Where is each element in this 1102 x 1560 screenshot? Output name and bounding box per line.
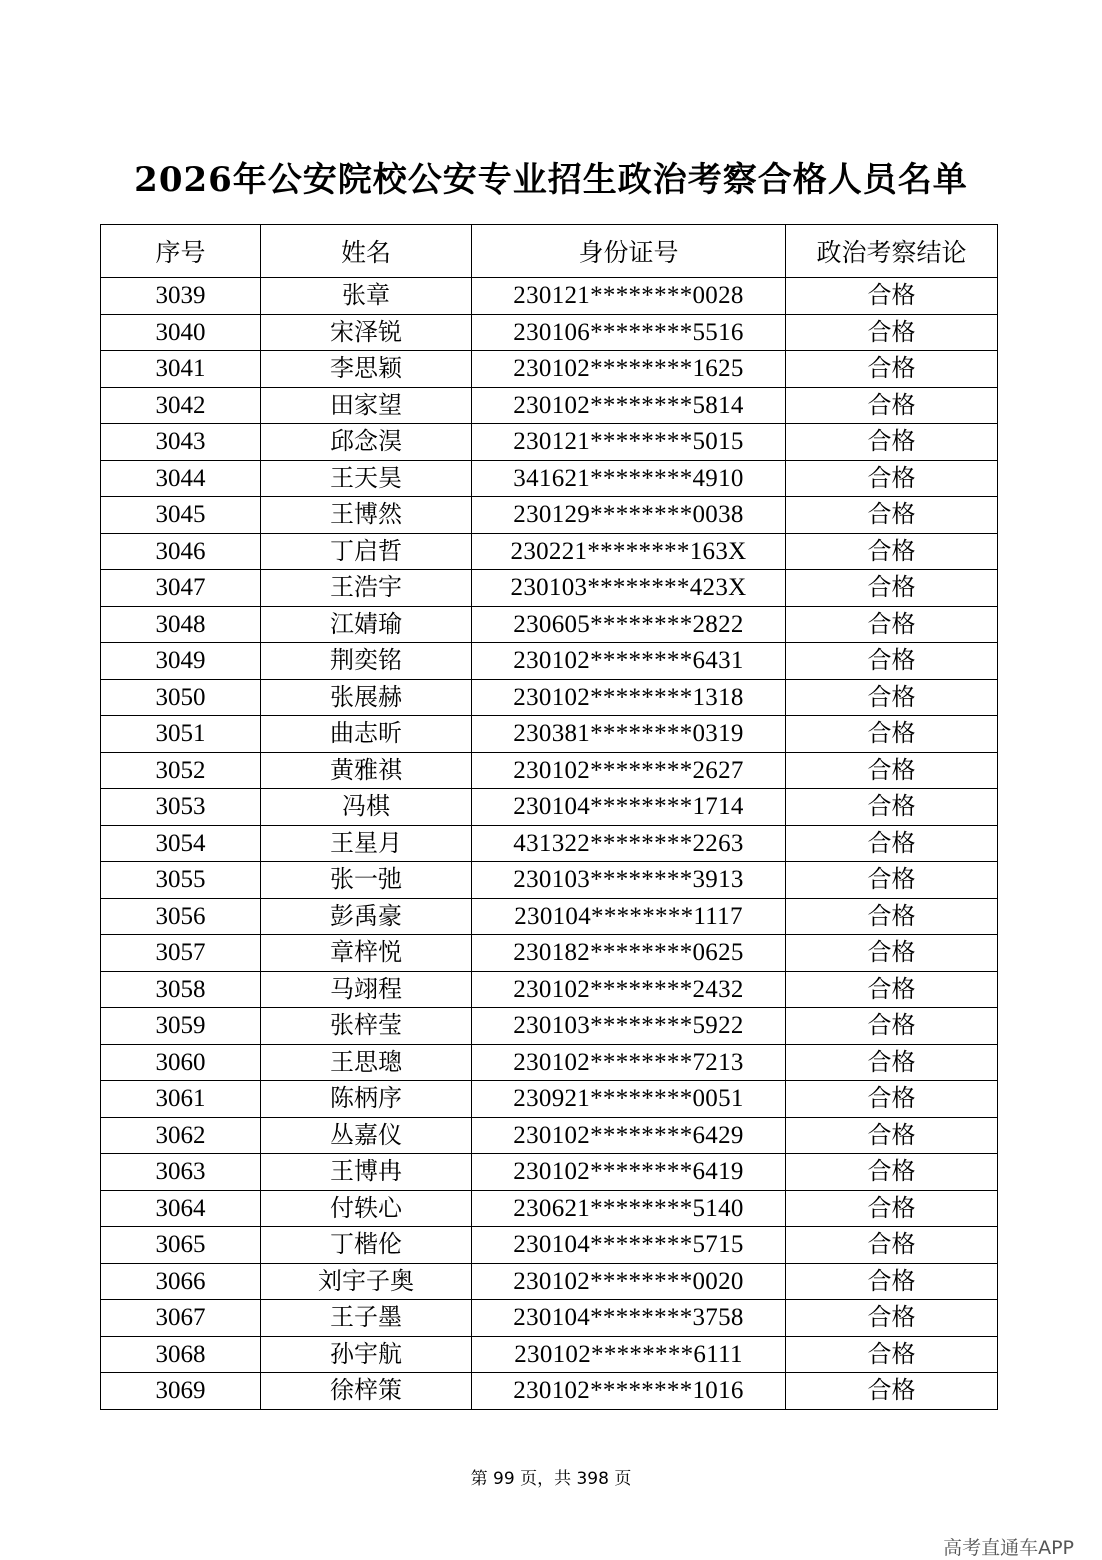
- name-cell: 张章: [261, 278, 472, 315]
- table-row: [101, 1227, 998, 1264]
- table-row: [101, 825, 998, 862]
- name-cell: 章梓悦: [261, 935, 472, 972]
- conclusion-cell: 合格: [786, 752, 998, 789]
- id-number-cell: 230221********163X: [472, 533, 786, 570]
- id-number-cell: 230182********0625: [472, 935, 786, 972]
- id-number-cell: 230102********7213: [472, 1044, 786, 1081]
- table-row: [101, 1190, 998, 1227]
- serial-cell: 3052: [101, 752, 261, 789]
- header-conclusion: 政治考察结论: [786, 225, 998, 278]
- table-row: [101, 314, 998, 351]
- conclusion-cell: 合格: [786, 424, 998, 461]
- id-number-cell: 230103********5922: [472, 1008, 786, 1045]
- name-cell: 李思颖: [261, 351, 472, 388]
- conclusion-cell: 合格: [786, 460, 998, 497]
- serial-cell: 3048: [101, 606, 261, 643]
- serial-cell: 3061: [101, 1081, 261, 1118]
- name-cell: 曲志昕: [261, 716, 472, 753]
- table-row: [101, 1008, 998, 1045]
- conclusion-cell: 合格: [786, 1081, 998, 1118]
- table-row: [101, 898, 998, 935]
- header-name: 姓名: [261, 225, 472, 278]
- conclusion-cell: 合格: [786, 387, 998, 424]
- table-row: [101, 387, 998, 424]
- roster-table: [100, 224, 998, 1410]
- conclusion-cell: 合格: [786, 825, 998, 862]
- table-row: [101, 1373, 998, 1410]
- table-row: [101, 679, 998, 716]
- name-cell: 张梓莹: [261, 1008, 472, 1045]
- serial-cell: 3044: [101, 460, 261, 497]
- serial-cell: 3051: [101, 716, 261, 753]
- table-row: [101, 1154, 998, 1191]
- conclusion-cell: 合格: [786, 1227, 998, 1264]
- id-number-cell: 230605********2822: [472, 606, 786, 643]
- conclusion-cell: 合格: [786, 789, 998, 826]
- table-row: [101, 570, 998, 607]
- id-number-cell: 230106********5516: [472, 314, 786, 351]
- id-number-cell: 230103********423X: [472, 570, 786, 607]
- serial-cell: 3066: [101, 1263, 261, 1300]
- table-row: [101, 643, 998, 680]
- id-number-cell: 230104********1117: [472, 898, 786, 935]
- table-row: [101, 460, 998, 497]
- name-cell: 王浩宇: [261, 570, 472, 607]
- id-number-cell: 230102********1318: [472, 679, 786, 716]
- table-row: [101, 497, 998, 534]
- table-row: [101, 752, 998, 789]
- table-row: [101, 862, 998, 899]
- id-number-cell: 230103********3913: [472, 862, 786, 899]
- table-row: [101, 1263, 998, 1300]
- name-cell: 王思璁: [261, 1044, 472, 1081]
- table-body: [101, 278, 998, 1410]
- name-cell: 黄雅祺: [261, 752, 472, 789]
- id-number-cell: 431322********2263: [472, 825, 786, 862]
- conclusion-cell: 合格: [786, 533, 998, 570]
- name-cell: 江婧瑜: [261, 606, 472, 643]
- serial-cell: 3039: [101, 278, 261, 315]
- name-cell: 田家望: [261, 387, 472, 424]
- name-cell: 宋泽锐: [261, 314, 472, 351]
- table-row: [101, 935, 998, 972]
- header-serial: 序号: [101, 225, 261, 278]
- conclusion-cell: 合格: [786, 679, 998, 716]
- conclusion-cell: 合格: [786, 1044, 998, 1081]
- table-row: [101, 1336, 998, 1373]
- serial-cell: 3049: [101, 643, 261, 680]
- table-row: [101, 1300, 998, 1337]
- serial-cell: 3064: [101, 1190, 261, 1227]
- conclusion-cell: 合格: [786, 1190, 998, 1227]
- serial-cell: 3040: [101, 314, 261, 351]
- name-cell: 付轶心: [261, 1190, 472, 1227]
- name-cell: 丛嘉仪: [261, 1117, 472, 1154]
- id-number-cell: 230621********5140: [472, 1190, 786, 1227]
- conclusion-cell: 合格: [786, 1300, 998, 1337]
- id-number-cell: 230104********1714: [472, 789, 786, 826]
- id-number-cell: 230102********6431: [472, 643, 786, 680]
- conclusion-cell: 合格: [786, 1336, 998, 1373]
- serial-cell: 3053: [101, 789, 261, 826]
- name-cell: 陈柄序: [261, 1081, 472, 1118]
- name-cell: 马翊程: [261, 971, 472, 1008]
- name-cell: 张展赫: [261, 679, 472, 716]
- name-cell: 冯棋: [261, 789, 472, 826]
- serial-cell: 3050: [101, 679, 261, 716]
- serial-cell: 3056: [101, 898, 261, 935]
- id-number-cell: 230102********1625: [472, 351, 786, 388]
- name-cell: 张一弛: [261, 862, 472, 899]
- page-footer: 第 99 页，共 398 页: [470, 1469, 632, 1489]
- header-id-number: 身份证号: [472, 225, 786, 278]
- table-row: [101, 1117, 998, 1154]
- id-number-cell: 230102********6111: [472, 1336, 786, 1373]
- conclusion-cell: 合格: [786, 497, 998, 534]
- table-header-row: [101, 225, 998, 278]
- table-row: [101, 971, 998, 1008]
- id-number-cell: 230102********0020: [472, 1263, 786, 1300]
- serial-cell: 3042: [101, 387, 261, 424]
- id-number-cell: 230121********0028: [472, 278, 786, 315]
- name-cell: 荆奕铭: [261, 643, 472, 680]
- serial-cell: 3047: [101, 570, 261, 607]
- table-row: [101, 716, 998, 753]
- conclusion-cell: 合格: [786, 935, 998, 972]
- conclusion-cell: 合格: [786, 898, 998, 935]
- name-cell: 邱念淏: [261, 424, 472, 461]
- id-number-cell: 230102********5814: [472, 387, 786, 424]
- name-cell: 徐梓策: [261, 1373, 472, 1410]
- serial-cell: 3065: [101, 1227, 261, 1264]
- serial-cell: 3054: [101, 825, 261, 862]
- serial-cell: 3068: [101, 1336, 261, 1373]
- name-cell: 王博冉: [261, 1154, 472, 1191]
- id-number-cell: 230921********0051: [472, 1081, 786, 1118]
- serial-cell: 3057: [101, 935, 261, 972]
- serial-cell: 3046: [101, 533, 261, 570]
- id-number-cell: 230102********2627: [472, 752, 786, 789]
- name-cell: 王天昊: [261, 460, 472, 497]
- serial-cell: 3062: [101, 1117, 261, 1154]
- serial-cell: 3069: [101, 1373, 261, 1410]
- serial-cell: 3058: [101, 971, 261, 1008]
- name-cell: 王博然: [261, 497, 472, 534]
- conclusion-cell: 合格: [786, 862, 998, 899]
- name-cell: 刘宇子奥: [261, 1263, 472, 1300]
- name-cell: 孙宇航: [261, 1336, 472, 1373]
- name-cell: 丁启哲: [261, 533, 472, 570]
- table-row: [101, 606, 998, 643]
- name-cell: 彭禹豪: [261, 898, 472, 935]
- id-number-cell: 230129********0038: [472, 497, 786, 534]
- watermark-text: 高考直通车APP: [943, 1537, 1074, 1559]
- conclusion-cell: 合格: [786, 314, 998, 351]
- conclusion-cell: 合格: [786, 971, 998, 1008]
- document-title: 2026年公安院校公安专业招生政治考察合格人员名单: [134, 160, 968, 200]
- id-number-cell: 230102********6429: [472, 1117, 786, 1154]
- serial-cell: 3041: [101, 351, 261, 388]
- conclusion-cell: 合格: [786, 278, 998, 315]
- conclusion-cell: 合格: [786, 643, 998, 680]
- serial-cell: 3063: [101, 1154, 261, 1191]
- conclusion-cell: 合格: [786, 351, 998, 388]
- id-number-cell: 230104********5715: [472, 1227, 786, 1264]
- id-number-cell: 230381********0319: [472, 716, 786, 753]
- serial-cell: 3043: [101, 424, 261, 461]
- conclusion-cell: 合格: [786, 1117, 998, 1154]
- id-number-cell: 230104********3758: [472, 1300, 786, 1337]
- conclusion-cell: 合格: [786, 716, 998, 753]
- conclusion-cell: 合格: [786, 1373, 998, 1410]
- table-row: [101, 1044, 998, 1081]
- conclusion-cell: 合格: [786, 1154, 998, 1191]
- name-cell: 王子墨: [261, 1300, 472, 1337]
- table-row: [101, 351, 998, 388]
- serial-cell: 3060: [101, 1044, 261, 1081]
- serial-cell: 3059: [101, 1008, 261, 1045]
- id-number-cell: 230121********5015: [472, 424, 786, 461]
- table-row: [101, 789, 998, 826]
- table-row: [101, 1081, 998, 1118]
- id-number-cell: 341621********4910: [472, 460, 786, 497]
- name-cell: 丁楷伦: [261, 1227, 472, 1264]
- id-number-cell: 230102********1016: [472, 1373, 786, 1410]
- id-number-cell: 230102********2432: [472, 971, 786, 1008]
- conclusion-cell: 合格: [786, 1263, 998, 1300]
- id-number-cell: 230102********6419: [472, 1154, 786, 1191]
- serial-cell: 3067: [101, 1300, 261, 1337]
- name-cell: 王星月: [261, 825, 472, 862]
- conclusion-cell: 合格: [786, 1008, 998, 1045]
- table-row: [101, 278, 998, 315]
- table-row: [101, 533, 998, 570]
- serial-cell: 3055: [101, 862, 261, 899]
- serial-cell: 3045: [101, 497, 261, 534]
- conclusion-cell: 合格: [786, 570, 998, 607]
- table-row: [101, 424, 998, 461]
- conclusion-cell: 合格: [786, 606, 998, 643]
